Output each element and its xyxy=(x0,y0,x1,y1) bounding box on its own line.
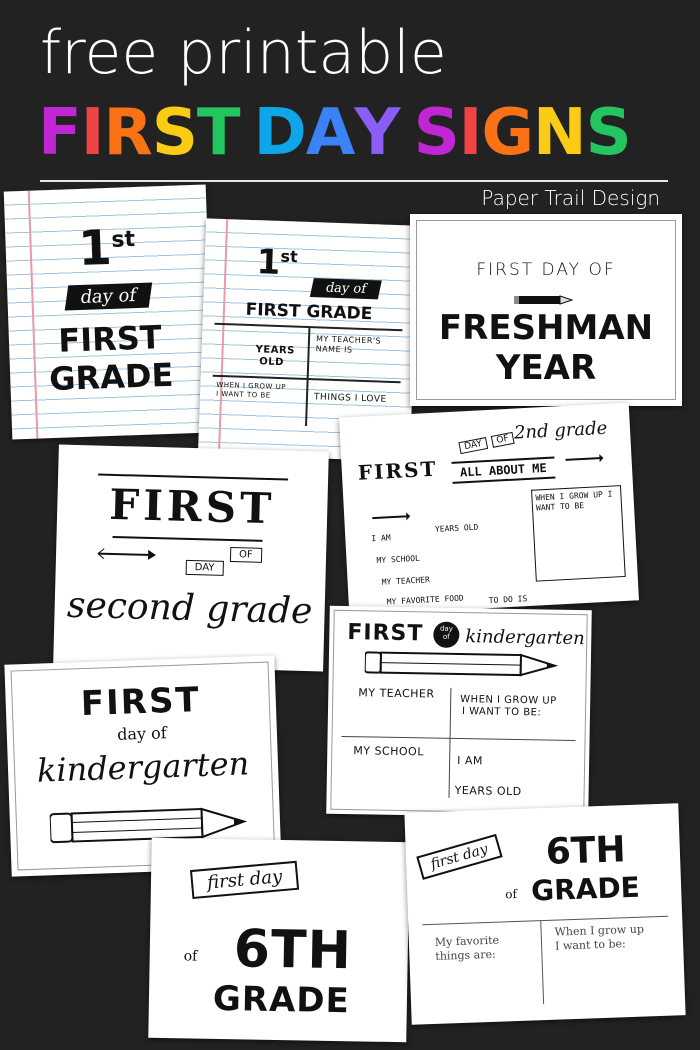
day-tag: DAY xyxy=(186,560,224,576)
first-word: FIRST xyxy=(357,456,438,485)
sign-card-sixth-grade-questions xyxy=(404,803,685,1024)
school-label: MY SCHOOL xyxy=(376,553,421,565)
grade-script: 2nd grade xyxy=(513,417,608,444)
i-am-label: I AM xyxy=(457,753,484,768)
grow-up-label: When I grow up xyxy=(554,922,645,939)
sign-line-2: YEAR xyxy=(495,348,597,388)
pencil-icon xyxy=(365,650,565,681)
i-am-label: I AM xyxy=(371,533,391,544)
day-of-banner: day of xyxy=(310,278,382,299)
years-old-label: YEARS OLD xyxy=(454,783,522,799)
sign-card-all-about-me xyxy=(339,403,639,616)
title-letter: I xyxy=(80,96,104,170)
years-old-label: YEARS OLD xyxy=(434,522,479,534)
want-to-be-label: I WANT TO BE xyxy=(215,389,271,400)
sign-card-second-grade xyxy=(53,445,329,672)
sign-title: FIRST GRADE xyxy=(245,299,373,325)
first-word: FIRST xyxy=(108,479,276,534)
favorite-label-2: things are: xyxy=(435,947,496,963)
sign-card-freshman-year xyxy=(410,214,682,406)
sign-card-sixth-grade xyxy=(148,838,409,1042)
years-label: YEARS xyxy=(255,344,296,357)
grow-up-label: WHEN I GROW UP xyxy=(216,380,287,392)
old-label: OLD xyxy=(259,356,285,369)
ordinal-number: 1st xyxy=(255,242,299,283)
top-caption: FIRST DAY OF xyxy=(476,260,616,280)
arrow-icon xyxy=(563,448,604,469)
day-of-badge: day of xyxy=(433,622,459,648)
day-tag: DAY xyxy=(458,437,488,454)
title-letter xyxy=(240,96,254,170)
grade-label: GRADE xyxy=(212,978,351,1022)
headline-free-printable: free printable xyxy=(40,18,447,88)
grade-label: GRADE xyxy=(530,870,641,908)
sign-card-first-grade xyxy=(4,185,215,440)
title-first-day-signs xyxy=(38,96,631,170)
title-letter: T xyxy=(196,96,240,170)
title-letter: D xyxy=(253,96,306,170)
of-tag: OF xyxy=(230,547,262,563)
teacher-label: MY TEACHER xyxy=(381,575,431,587)
arrow-icon-left xyxy=(370,506,411,527)
title-letter: S xyxy=(413,96,459,170)
of-label: of xyxy=(183,948,198,965)
first-day-banner: first day xyxy=(190,861,299,899)
sign-line-1: FIRST xyxy=(57,318,163,360)
second-grade-script: second grade xyxy=(66,584,313,633)
teacher-label: MY TEACHER xyxy=(358,686,435,701)
kindergarten-script: kindergarten xyxy=(36,744,250,790)
sign-card-kindergarten-questions xyxy=(326,606,592,819)
sign-line-2: GRADE xyxy=(48,355,174,399)
pencil-icon xyxy=(514,290,574,300)
of-tag: OF xyxy=(491,432,515,448)
first-word: FIRST xyxy=(80,679,202,725)
of-label: of xyxy=(505,886,518,902)
day-of-banner: day of xyxy=(65,282,152,310)
kindergarten-script: kindergarten xyxy=(465,626,585,650)
title-letter: F xyxy=(38,96,81,170)
want-to-be-label: I want to be: xyxy=(554,937,626,953)
ordinal-number: 1st xyxy=(77,219,136,278)
arrow-icon xyxy=(96,546,156,567)
brand-name: Paper Trail Design xyxy=(481,186,660,210)
title-letter: N xyxy=(533,96,586,170)
title-letter: R xyxy=(103,96,152,170)
title-letter: A xyxy=(305,96,355,170)
food-label: MY FAVORITE FOOD xyxy=(386,593,464,607)
title-letter: I xyxy=(458,96,482,170)
sign-line-1: FRESHMAN xyxy=(438,308,654,348)
favorite-label-1: My favorite xyxy=(434,933,500,949)
grow-up-label: WHEN I GROW UP I WANT TO BE xyxy=(535,489,613,513)
title-letter: S xyxy=(585,96,631,170)
school-label: MY SCHOOL xyxy=(353,744,425,759)
want-to-be-label: I WANT TO BE: xyxy=(461,706,542,719)
sixth-label: 6TH xyxy=(545,829,627,873)
title-letter: S xyxy=(151,96,197,170)
teacher-label: MY TEACHER'S xyxy=(315,334,382,346)
first-word: FIRST xyxy=(347,620,424,647)
first-day-banner: first day xyxy=(416,834,502,880)
title-letter: Y xyxy=(354,96,400,170)
title-letter xyxy=(400,96,414,170)
day-of-label: day of xyxy=(116,723,167,744)
divider-rule xyxy=(40,180,668,182)
grow-up-label: WHEN I GROW UP xyxy=(460,694,557,707)
things-i-love-label: THINGS I LOVE xyxy=(313,392,387,405)
sixth-label: 6TH xyxy=(233,919,353,982)
title-letter: G xyxy=(481,96,533,170)
todo-label: TO DO IS xyxy=(488,594,528,606)
name-is-label: NAME IS xyxy=(315,344,353,355)
all-about-me-label: ALL ABOUT ME xyxy=(451,457,555,484)
